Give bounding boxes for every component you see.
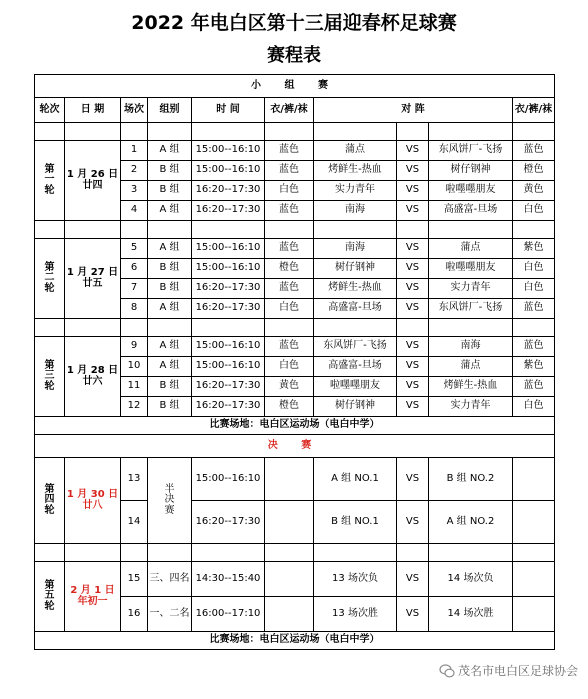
spacer-cell [192,123,265,141]
round-char: 二 [44,272,55,284]
vs-label: VS [397,562,429,597]
team-away: 实力青年 [429,397,513,417]
vs-label: VS [397,201,429,221]
match-group: B 组 [148,279,192,299]
match-time: 15:00--16:10 [192,239,265,259]
header-kit-right: 衣/裤/袜 [513,98,555,123]
spacer-cell [314,123,397,141]
match-number: 13 [121,458,148,501]
spacer-cell [265,544,314,562]
match-time: 15:00--16:10 [192,259,265,279]
lunar-date: 廿八 [82,499,103,511]
kit-home: 白色 [265,181,314,201]
match-number: 5 [121,239,148,259]
header-kit-left: 衣/裤/袜 [265,98,314,123]
header-time: 时 间 [192,98,265,123]
team-home: B 组 NO.1 [314,501,397,544]
match-row [35,337,555,357]
match-time: 16:20--17:30 [192,299,265,319]
spacer-row [35,544,555,562]
venue-note: 比赛场地：电白区运动场（电白中学） [35,417,555,435]
team-away: 14 场次负 [429,562,513,597]
kit-away [513,458,555,501]
round-char: 五 [44,590,55,602]
match-time: 16:20--17:30 [192,201,265,221]
spacer-cell [513,123,555,141]
schedule-table [34,74,555,650]
round-label [35,337,65,417]
team-home: 蒲点 [314,141,397,161]
header-matchup: 对 阵 [314,98,513,123]
match-group: A 组 [148,239,192,259]
page-title: 2022 年电白区第十三届迎春杯足球赛 [131,12,457,34]
kit-away: 蓝色 [513,141,555,161]
match-group: B 组 [148,161,192,181]
team-home: 南海 [314,239,397,259]
team-home: 烤鲜生-热血 [314,279,397,299]
team-away: 蒲点 [429,239,513,259]
kit-home: 蓝色 [265,161,314,181]
kit-away: 白色 [513,279,555,299]
spacer-cell [121,319,148,337]
round-label [35,239,65,319]
round-char: 第 [44,163,55,175]
team-home: 13 场次胜 [314,597,397,632]
kit-away: 紫色 [513,357,555,377]
spacer-cell [121,221,148,239]
vs-label: VS [397,141,429,161]
spacer-cell [314,319,397,337]
round-char: 轮 [44,282,55,294]
watermark-text: 茂名市电白区足球协会 [457,664,578,678]
round-char: 一 [44,174,55,186]
spacer-cell [148,221,192,239]
spacer-cell [429,123,513,141]
match-row [35,141,555,161]
match-number: 2 [121,161,148,181]
round-char: 轮 [44,184,55,196]
vs-label: VS [397,397,429,417]
kit-away [513,597,555,632]
date-text: 1 月 30 日 [66,489,119,500]
round-label [35,141,65,221]
kit-home: 黄色 [265,377,314,397]
venue-row [35,632,555,650]
header-round: 轮次 [35,98,65,123]
spacer-cell [35,319,65,337]
match-time: 15:00--16:10 [192,357,265,377]
match-number: 8 [121,299,148,319]
match-time: 15:00--16:10 [192,141,265,161]
round-char: 四 [44,494,55,506]
kit-home [265,458,314,501]
spacer-row [35,319,555,337]
team-home: A 组 NO.1 [314,458,397,501]
stage-label: 一、二名 [148,597,192,632]
round-char: 第 [44,359,55,371]
spacer-cell [429,544,513,562]
kit-home [265,597,314,632]
lunar-date: 廿六 [82,375,103,387]
spacer-cell [513,221,555,239]
match-time: 16:20--17:30 [192,181,265,201]
team-home: 烤鲜生-热血 [314,161,397,181]
team-home: 东风饼厂-飞扬 [314,337,397,357]
team-away: 啦嚜嚜朋友 [429,181,513,201]
kit-away: 黄色 [513,181,555,201]
round-char: 轮 [44,380,55,392]
match-date [65,337,121,417]
kit-home: 白色 [265,299,314,319]
match-row [35,562,555,597]
match-number: 6 [121,259,148,279]
kit-home: 橙色 [265,397,314,417]
spacer-cell [65,123,121,141]
vs-label: VS [397,299,429,319]
date-text: 1 月 27 日 [66,267,119,278]
kit-home [265,501,314,544]
team-away: A 组 NO.2 [429,501,513,544]
vs-label: VS [397,377,429,397]
match-number: 3 [121,181,148,201]
date-text: 1 月 28 日 [66,365,119,376]
vs-label: VS [397,279,429,299]
spacer-row [35,123,555,141]
spacer-cell [429,319,513,337]
kit-home: 蓝色 [265,239,314,259]
match-time: 16:20--17:30 [192,397,265,417]
team-home: 树仔钢神 [314,259,397,279]
stage-char: 半 [164,483,175,495]
match-date [65,239,121,319]
spacer-cell [513,544,555,562]
team-away: 高盛富-旦场 [429,201,513,221]
match-date [65,458,121,544]
venue-note: 比赛场地：电白区运动场（电白中学） [35,632,555,650]
kit-away [513,501,555,544]
team-away: 烤鲜生-热血 [429,377,513,397]
team-away: 树仔钢神 [429,161,513,181]
round-label [35,562,65,632]
match-time: 16:00--17:10 [192,597,265,632]
match-number: 1 [121,141,148,161]
header-match-no: 场次 [121,98,148,123]
stage-char: 赛 [164,504,175,516]
vs-label: VS [397,597,429,632]
team-away: 东风饼厂-飞扬 [429,141,513,161]
match-time: 15:00--16:10 [192,161,265,181]
header-row [35,98,555,123]
spacer-cell [65,544,121,562]
team-away: B 组 NO.2 [429,458,513,501]
team-home: 啦嚜嚜朋友 [314,377,397,397]
kit-away: 白色 [513,201,555,221]
spacer-cell [314,544,397,562]
lunar-date: 年初一 [77,595,108,607]
spacer-cell [35,123,65,141]
date-text: 2 月 1 日 [70,585,115,596]
header-date: 日 期 [65,98,121,123]
match-row [35,239,555,259]
spacer-cell [192,319,265,337]
match-number: 10 [121,357,148,377]
match-time: 15:00--16:10 [192,458,265,501]
match-number: 11 [121,377,148,397]
match-number: 16 [121,597,148,632]
kit-home: 蓝色 [265,141,314,161]
spacer-cell [265,221,314,239]
match-group: B 组 [148,259,192,279]
team-home: 南海 [314,201,397,221]
knockout-stage-title: 决 赛 [35,435,555,458]
stage-label [148,458,192,544]
team-home: 高盛富-旦场 [314,299,397,319]
section-title-row [35,435,555,458]
kit-away: 蓝色 [513,299,555,319]
round-char: 第 [44,483,55,495]
group-stage-title: 小 组 赛 [35,75,555,98]
round-char: 轮 [44,504,55,516]
match-row [35,458,555,501]
match-group: A 组 [148,337,192,357]
team-home: 高盛富-旦场 [314,357,397,377]
spacer-cell [192,221,265,239]
match-number: 12 [121,397,148,417]
page-subtitle: 赛程表 [267,45,321,66]
team-home: 实力青年 [314,181,397,201]
match-number: 4 [121,201,148,221]
header-group: 组别 [148,98,192,123]
vs-label: VS [397,161,429,181]
spacer-cell [65,221,121,239]
team-away: 东风饼厂-飞扬 [429,299,513,319]
vs-label: VS [397,259,429,279]
kit-away: 蓝色 [513,337,555,357]
match-group: B 组 [148,181,192,201]
match-date [65,141,121,221]
kit-home [265,562,314,597]
spacer-cell [148,319,192,337]
spacer-cell [65,319,121,337]
team-home: 13 场次负 [314,562,397,597]
section-title-row [35,75,555,98]
match-group: A 组 [148,357,192,377]
round-char: 第 [44,261,55,273]
venue-row [35,417,555,435]
team-away: 实力青年 [429,279,513,299]
spacer-cell [265,319,314,337]
kit-home: 白色 [265,357,314,377]
lunar-date: 廿四 [82,179,103,191]
spacer-cell [429,221,513,239]
round-label [35,458,65,544]
match-number: 15 [121,562,148,597]
vs-label: VS [397,501,429,544]
spacer-cell [148,123,192,141]
vs-label: VS [397,357,429,377]
match-number: 14 [121,501,148,544]
spacer-cell [265,123,314,141]
match-number: 7 [121,279,148,299]
kit-away [513,562,555,597]
spacer-cell [121,544,148,562]
spacer-cell [192,544,265,562]
wechat-icon [439,663,455,679]
spacer-cell [397,221,429,239]
kit-home: 蓝色 [265,337,314,357]
kit-away: 蓝色 [513,377,555,397]
spacer-cell [148,544,192,562]
vs-label: VS [397,239,429,259]
match-group: A 组 [148,201,192,221]
kit-away: 白色 [513,259,555,279]
match-group: B 组 [148,377,192,397]
spacer-cell [35,221,65,239]
round-char: 第 [44,579,55,591]
match-time: 15:00--16:10 [192,337,265,357]
spacer-row [35,221,555,239]
spacer-cell [397,319,429,337]
spacer-cell [35,544,65,562]
match-time: 14:30--15:40 [192,562,265,597]
match-group: A 组 [148,141,192,161]
vs-label: VS [397,181,429,201]
match-date [65,562,121,632]
kit-home: 蓝色 [265,279,314,299]
team-away: 蒲点 [429,357,513,377]
spacer-cell [314,221,397,239]
stage-char: 决 [164,494,175,506]
match-time: 16:20--17:30 [192,279,265,299]
round-char: 轮 [44,600,55,612]
spacer-cell [121,123,148,141]
spacer-cell [397,544,429,562]
match-group: B 组 [148,397,192,417]
kit-home: 橙色 [265,259,314,279]
spacer-cell [397,123,429,141]
kit-away: 橙色 [513,161,555,181]
team-home: 树仔钢神 [314,397,397,417]
match-time: 16:20--17:30 [192,377,265,397]
kit-away: 白色 [513,397,555,417]
match-time: 16:20--17:30 [192,501,265,544]
team-away: 14 场次胜 [429,597,513,632]
stage-label: 三、四名 [148,562,192,597]
round-char: 三 [44,370,55,382]
vs-label: VS [397,458,429,501]
match-number: 9 [121,337,148,357]
spacer-cell [513,319,555,337]
date-text: 1 月 26 日 [66,169,119,180]
watermark [439,662,578,679]
team-away: 南海 [429,337,513,357]
team-away: 啦嚜嚜朋友 [429,259,513,279]
match-group: A 组 [148,299,192,319]
kit-home: 蓝色 [265,201,314,221]
kit-away: 紫色 [513,239,555,259]
lunar-date: 廿五 [82,277,103,289]
vs-label: VS [397,337,429,357]
